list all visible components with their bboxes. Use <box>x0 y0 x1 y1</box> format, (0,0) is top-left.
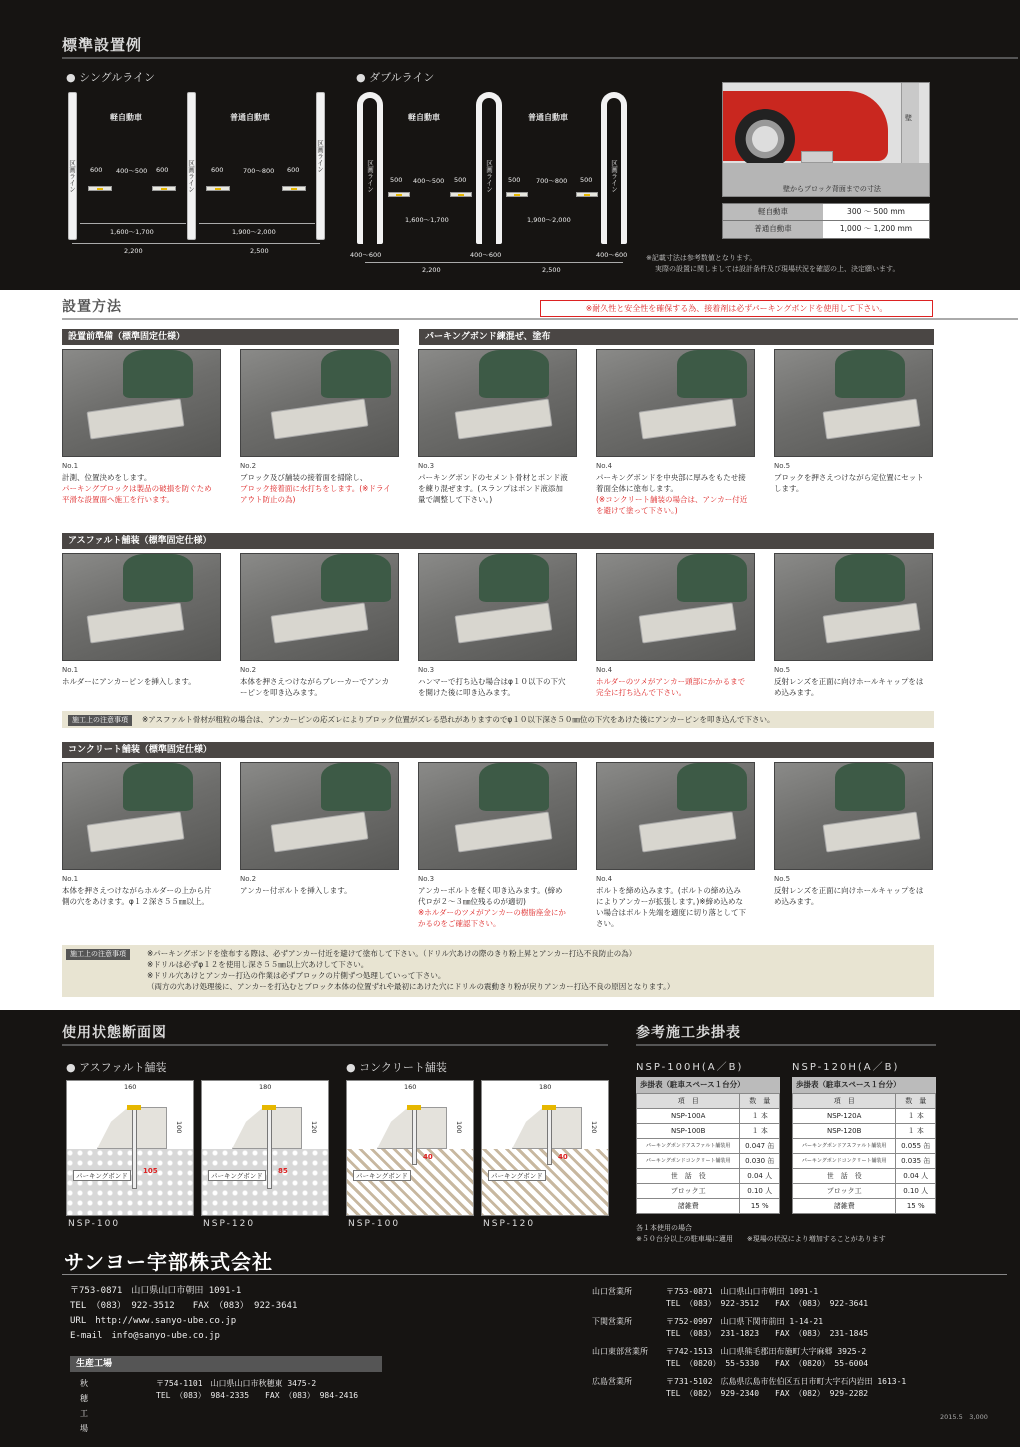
parking-block <box>639 399 737 440</box>
dim-label: 1,600〜1,700 <box>405 216 449 224</box>
worker <box>123 763 193 811</box>
worker <box>123 350 193 398</box>
worker <box>479 763 549 811</box>
table-row: NSP-120A １ 本 <box>793 1109 936 1124</box>
depth-dim: 105 <box>143 1167 158 1175</box>
step-caption: No.4 パーキングボンドを中央部に厚みをもたせ接着面全体に塗布します。 (※コンクリート舗装の場合は、アンカー付近を避けて塗って下さい。) <box>596 462 748 515</box>
layout-note: ※記載寸法は参考数値となります。 実際の設置に関しましては設計条件及び現場状況を確認の上、決定願います。 <box>646 254 900 273</box>
install-section <box>0 290 1020 1010</box>
bond-label: パーキングボンド <box>208 1170 266 1181</box>
dim-label: 500 <box>390 176 403 184</box>
dim-label: 2,200 <box>422 266 441 274</box>
worker <box>677 763 747 811</box>
table-row: NSP-120B １ 本 <box>793 1124 936 1139</box>
table-row: パーキングボンドアスファルト舗装用 0.055 缶 <box>793 1139 936 1154</box>
dim-label: 500 <box>508 176 521 184</box>
dim-label: 2,500 <box>542 266 561 274</box>
table-row: 諸雑費 15 % <box>637 1199 780 1214</box>
dim-label: 700〜800 <box>243 167 275 175</box>
anchor-pin <box>267 1107 272 1189</box>
step-caption: No.5 反射レンズを正面に向けホールキャップをはめ込みます。 <box>774 875 924 906</box>
worker <box>479 554 549 602</box>
dim-label: 400〜500 <box>413 177 445 185</box>
wheel-icon <box>735 109 795 169</box>
step-photo <box>418 762 577 870</box>
parking-block <box>87 812 185 853</box>
product-name: NSP-120 <box>203 1219 256 1229</box>
parking-block <box>152 186 176 191</box>
asphalt-ground <box>67 1149 194 1216</box>
step-caption: No.1 本体を押さえつけながらホルダーの上から片側の穴をあけます。φ１２深さ５５㎜以上。 <box>62 875 212 906</box>
worker <box>479 350 549 398</box>
cross-title: 使用状態断面図 <box>62 1022 608 1046</box>
step-photo <box>774 349 933 457</box>
table-row: ブロック工 0.10 人 <box>793 1184 936 1199</box>
bond-warning: ※耐久性と安全性を確保する為、接着剤は必ずパーキングボンドを使用して下さい。 <box>540 300 933 317</box>
worker <box>835 350 905 398</box>
step-caption: No.2 ブロック及び舗装の接着面を掃除し、 ブロック接着面に水打ちをします。(※ドライアウト防止の為) <box>240 462 391 504</box>
width-dim: 180 <box>259 1083 272 1091</box>
table-row: パーキングボンドアスファルト舗装用 0.047 缶 <box>637 1139 780 1154</box>
dim-label: 600 <box>90 166 103 174</box>
parking-block <box>823 399 921 440</box>
layout-title: 標準設置例 <box>62 34 1018 59</box>
parking-block <box>271 812 369 853</box>
dim-label: 500 <box>580 176 593 184</box>
step-caption: No.3 アンカーボルトを軽く叩き込みます。(締め代ロが２〜３㎜位残るのが適切) ※ホルダーのツメがアンカーの樹脂座金にかかるのをご確認下さい。 <box>418 875 566 928</box>
depth-dim: 40 <box>423 1153 433 1161</box>
reflector-cap <box>127 1105 141 1110</box>
dim-label: 1,600〜1,700 <box>110 228 154 236</box>
bond-label: パーキングボンド <box>488 1170 546 1181</box>
ref-title: 参考施工歩掛表 <box>636 1022 936 1046</box>
step-photo <box>240 349 399 457</box>
worker <box>677 554 747 602</box>
table-header-row: 項 目 数 量 <box>793 1094 936 1109</box>
concrete-ground <box>347 1149 474 1216</box>
worker <box>835 554 905 602</box>
factory-bar: 生産工場 <box>70 1356 382 1372</box>
parking-block <box>801 151 833 163</box>
step-caption: No.2 本体を押さえつけながらブレーカーでアンカーピンを叩き込みます。 <box>240 666 390 697</box>
print-info: 2015.5 3,000 <box>940 1413 988 1421</box>
step-photo <box>596 349 755 457</box>
bond-bar: パーキングボンド練混ぜ、塗布 <box>419 329 934 345</box>
parking-block <box>282 186 306 191</box>
table-row: 世 話 役 0.04 人 <box>793 1169 936 1184</box>
install-title: 設置方法 <box>62 296 1018 320</box>
height-dim: 100 <box>175 1121 183 1134</box>
dim-label: 1,900〜2,000 <box>527 216 571 224</box>
anchor-pin <box>547 1107 552 1165</box>
cross-section-panel <box>66 1080 194 1216</box>
cross-section-panel <box>346 1080 474 1216</box>
lane-line-label: 区画ライン <box>366 160 374 193</box>
bottom-section: 使用状態断面図 参考施工歩掛表 ● アスファルト舗装 ● コンクリート舗装 パーキングボンド 160 100 105 NSP-100 パーキングボンド 180 120 85 NSP-120 パーキングボンド 160 100 40 NSP-100 パーキングボンド 180 120 40 NSP-120 NSP-100H(A／B) 歩掛表（駐車スペース１台分） 項 目 数 量 NSP-100A １ 本 NSP-100B １ 本 パーキングボンドアスファルト舗装用 0.047 缶 パーキングボンドコンクリート舗装用 0.030 缶 世 話 役 0.04 人 ブロック工 0.10 人 諸雑費 15 % NSP-120H(A／B) 歩掛表（駐車スペース１台分） 項 目 数 量 NSP-120A １ 本 NSP-120B １ 本 パーキングボンドアスファルト舗装用 0.055 缶 パーキングボンドコンクリート舗装用 0.035 缶 世 話 役 0.04 人 ブロック工 0.10 人 諸雑費 15 % 各１本使用の場合 ※５０台分以上の駐車場に適用 ※現場の状況により増加することがあります サンヨー宇部株式会社 〒753-0871 山口県山口市朝田 1091-1 TEL （083） 922-3512 FAX （083） 922-3641 URL http://www.sanyo-ube.co.jp E-mail info@sanyo-ube.co.jp 生産工場 秋穂工場 〒754-1101 山口県山口市秋穂東 3475-2 TEL （083） 984-2335 FAX （083） 984-2416 山口営業所 〒753-0871 山口県山口市朝田 1091-1 TEL （083） 922-3512 FAX （083） 922-3641 下関営業所 〒752-0997 山口県下関市前田 1-14-21 TEL （083） 231-1823 FAX （083） 231-1845 山口東部営業所 〒742-1513 山口県熊毛郡田布施町大字麻郷 3925-2 TEL （0820） 55-5330 FAX （0820） 55-6004 広島営業所 〒731-5102 広島県広島市佐伯区五日市町大字石内岩田 1613-1 TEL （082） 929-2340 FAX （082） 929-2282 2015.5 3,000 <box>0 1010 1020 1447</box>
parking-block <box>823 603 921 644</box>
step-photo <box>418 349 577 457</box>
ref-notes: 各１本使用の場合 ※５０台分以上の駐車場に適用 ※現場の状況により増加することがあります <box>636 1224 886 1243</box>
dim-label: 1,900〜2,000 <box>232 228 276 236</box>
height-dim: 120 <box>590 1121 598 1134</box>
worker <box>835 763 905 811</box>
wall-caption: 壁からブロック背面までの寸法 <box>783 185 881 193</box>
step-photo <box>62 553 221 661</box>
table-row: ブロック工 0.10 人 <box>637 1184 780 1199</box>
cross-section-panel <box>201 1080 329 1216</box>
normal-car-label: 普通自動車 <box>528 113 568 122</box>
table-row: パーキングボンドコンクリート舗装用 0.030 缶 <box>637 1154 780 1169</box>
reflector-cap <box>262 1105 276 1110</box>
step-caption: No.3 パーキングボンドのセメント骨材とボンド液を練り混ぜます。(スランプはボンド液添加量で調整して下さい。) <box>418 462 568 504</box>
step-photo <box>240 553 399 661</box>
width-dim: 160 <box>404 1083 417 1091</box>
product-name: NSP-100 <box>68 1219 121 1229</box>
ref-table-120: NSP-120H(A／B) 歩掛表（駐車スペース１台分） 項 目 数 量 NSP-120A １ 本 NSP-120B １ 本 パーキングボンドアスファルト舗装用 0.055 缶 パーキングボンドコンクリート舗装用 0.035 缶 世 話 役 0.04 人 ブロック工 0.10 人 諸雑費 15 % <box>792 1058 936 1214</box>
step-caption: No.4 ホルダーのツメがアンカー頭部にかかるまで完全に打ち込んで下さい。 <box>596 666 746 697</box>
depth-dim: 40 <box>558 1153 568 1161</box>
height-dim: 120 <box>310 1121 318 1134</box>
parking-block <box>639 603 737 644</box>
step-caption: No.2 アンカー付ボルトを挿入します。 <box>240 875 352 895</box>
bond-label: パーキングボンド <box>353 1170 411 1181</box>
concrete-bar: コンクリート舗装（標準固定仕様） <box>62 742 934 758</box>
table-row: 世 話 役 0.04 人 <box>637 1169 780 1184</box>
dimension-line <box>199 223 315 224</box>
ref-table <box>636 1093 780 1214</box>
dim-label: 400〜600 <box>350 251 382 259</box>
dimension-line <box>365 262 623 263</box>
width-dim: 160 <box>124 1083 137 1091</box>
table-row: NSP-100A １ 本 <box>637 1109 780 1124</box>
distance-row: 軽自動車 300 〜 500 mm <box>722 203 930 221</box>
company-underline <box>62 1274 1007 1275</box>
parking-block <box>271 603 369 644</box>
parking-block <box>823 812 921 853</box>
dimension-line <box>80 223 186 224</box>
anchor-pin <box>132 1107 137 1189</box>
parking-block <box>576 192 598 197</box>
company-name: サンヨー宇部株式会社 <box>64 1250 273 1274</box>
product-name: NSP-120 <box>483 1219 536 1229</box>
dim-label: 400〜600 <box>596 251 628 259</box>
parking-block <box>639 812 737 853</box>
worker <box>123 554 193 602</box>
step-photo <box>418 553 577 661</box>
parking-block <box>388 192 410 197</box>
width-dim: 180 <box>539 1083 552 1091</box>
parking-block <box>271 399 369 440</box>
parking-block <box>450 192 472 197</box>
lane-line-label: 区画ライン <box>610 160 618 193</box>
dimension-line <box>72 243 320 244</box>
anchor-pin <box>412 1107 417 1165</box>
step-caption: No.1 ホルダーにアンカーピンを挿入します。 <box>62 666 196 686</box>
asphalt-note: 施工上の注意事項 ※アスファルト骨材が粗粒の場合は、アンカーピンの応ズレによりブロック位置がズレる恐れがありますのでφ１０以下深さ５０㎜位の下穴をあけた後にアンカーピンを叩き込んで下さい。 <box>62 711 934 728</box>
dim-label: 600 <box>211 166 224 174</box>
dim-label: 400〜500 <box>116 167 148 175</box>
table-row: パーキングボンドコンクリート舗装用 0.035 缶 <box>793 1154 936 1169</box>
step-caption: No.1 計測、位置決めをします。 パーキングブロックは製品の破損を防ぐため平滑な設置面へ施工を行います。 <box>62 462 212 504</box>
reflector-cap <box>407 1105 421 1110</box>
parking-block <box>87 603 185 644</box>
step-photo <box>774 553 933 661</box>
step-photo <box>596 553 755 661</box>
lane-line-label: 区画ライン <box>68 160 76 193</box>
product-name: NSP-100 <box>348 1219 401 1229</box>
step-photo <box>596 762 755 870</box>
company-contact: 〒753-0871 山口県山口市朝田 1091-1 TEL （083） 922-3512 FAX （083） 922-3641 URL http://www.sanyo-ube.co.jp E-mail info@sanyo-ube.co.jp <box>70 1286 298 1341</box>
prep-bar: 設置前準備（標準固定仕様） <box>62 329 399 345</box>
parking-block <box>506 192 528 197</box>
single-line-label: ● シングルライン <box>66 71 155 84</box>
dim-label: 600 <box>287 166 300 174</box>
ref-table-100: NSP-100H(A／B) 歩掛表（駐車スペース１台分） 項 目 数 量 NSP-100A １ 本 NSP-100B １ 本 パーキングボンドアスファルト舗装用 0.047 缶 パーキングボンドコンクリート舗装用 0.030 缶 世 話 役 0.04 人 ブロック工 0.10 人 諸雑費 15 % <box>636 1058 780 1214</box>
table-row: 諸雑費 15 % <box>793 1199 936 1214</box>
distance-table <box>722 203 930 239</box>
parking-block <box>455 603 553 644</box>
step-caption: No.4 ボルトを締め込みます。(ボルトの締め込みによりアンカーが拡張します。)※締め込めない場合はボルト先端を適度に切り落として下さい。 <box>596 875 746 928</box>
ref-table <box>792 1093 936 1214</box>
car-wall-illustration <box>722 82 930 197</box>
distance-row: 普通自動車 1,000 〜 1,200 mm <box>722 221 930 239</box>
parking-block <box>88 186 112 191</box>
step-photo <box>240 762 399 870</box>
table-row: NSP-100B １ 本 <box>637 1124 780 1139</box>
dim-label: 2,500 <box>250 247 269 255</box>
depth-dim: 85 <box>278 1167 288 1175</box>
double-line-label: ● ダブルライン <box>356 71 435 84</box>
light-car-label: 軽自動車 <box>110 113 142 122</box>
cross-section-panel <box>481 1080 609 1216</box>
parking-block <box>206 186 230 191</box>
step-photo <box>62 762 221 870</box>
dim-label: 2,200 <box>124 247 143 255</box>
dim-label: 500 <box>454 176 467 184</box>
parking-block <box>455 812 553 853</box>
normal-car-label: 普通自動車 <box>230 113 270 122</box>
worker <box>321 763 391 811</box>
reflector-cap <box>542 1105 556 1110</box>
dim-label: 700〜800 <box>536 177 568 185</box>
height-dim: 100 <box>455 1121 463 1134</box>
step-caption: No.3 ハンマーで打ち込む場合はφ１０以下の下穴を開けた後に叩き込みます。 <box>418 666 566 697</box>
asphalt-bar: アスファルト舗装（標準固定仕様） <box>62 533 934 549</box>
worker <box>321 554 391 602</box>
asphalt-section-label: ● アスファルト舗装 <box>66 1061 167 1074</box>
lane-line-label: 区画ライン <box>485 160 493 193</box>
lane-line-label: 区画ライン <box>187 160 195 193</box>
dim-label: 600 <box>156 166 169 174</box>
asphalt-ground <box>202 1149 329 1216</box>
wall-label: 壁 <box>905 114 912 122</box>
step-caption: No.5 反射レンズを正面に向けホールキャップをはめ込みます。 <box>774 666 924 697</box>
parking-block <box>87 399 185 440</box>
bond-label: パーキングボンド <box>73 1170 131 1181</box>
step-photo <box>62 349 221 457</box>
dim-label: 400〜600 <box>470 251 502 259</box>
layout-section <box>0 0 1020 290</box>
concrete-section-label: ● コンクリート舗装 <box>346 1061 447 1074</box>
parking-block <box>455 399 553 440</box>
table-header-row: 項 目 数 量 <box>637 1094 780 1109</box>
light-car-label: 軽自動車 <box>408 113 440 122</box>
lane-line-label: 区画ライン <box>316 140 324 173</box>
step-caption: No.5 ブロックを押さえつけながら定位置にセットします。 <box>774 462 924 493</box>
concrete-ground <box>482 1149 609 1216</box>
worker <box>321 350 391 398</box>
concrete-note: 施工上の注意事項 ※パーキングボンドを塗布する際は、必ずアンカー付近を避けて塗布して下さい。（ドリル穴あけの際のきり粉上昇とアンカー打込不良防止の為） ※ドリルは必ずφ１２を使用し深さ５５㎜以上穴あけして下さい。 ※ドリル穴あけとアンカー打込の作業は必ずブロックの片側ずつ処理していって下さい。 （両方の穴あけ処理後に、アンカーを打込むとブロック本体の位置ずれや最初にあけた穴にドリルの震動きり粉が戻りアンカー打込不良の原因となります。） <box>62 945 934 997</box>
worker <box>677 350 747 398</box>
step-photo <box>774 762 933 870</box>
